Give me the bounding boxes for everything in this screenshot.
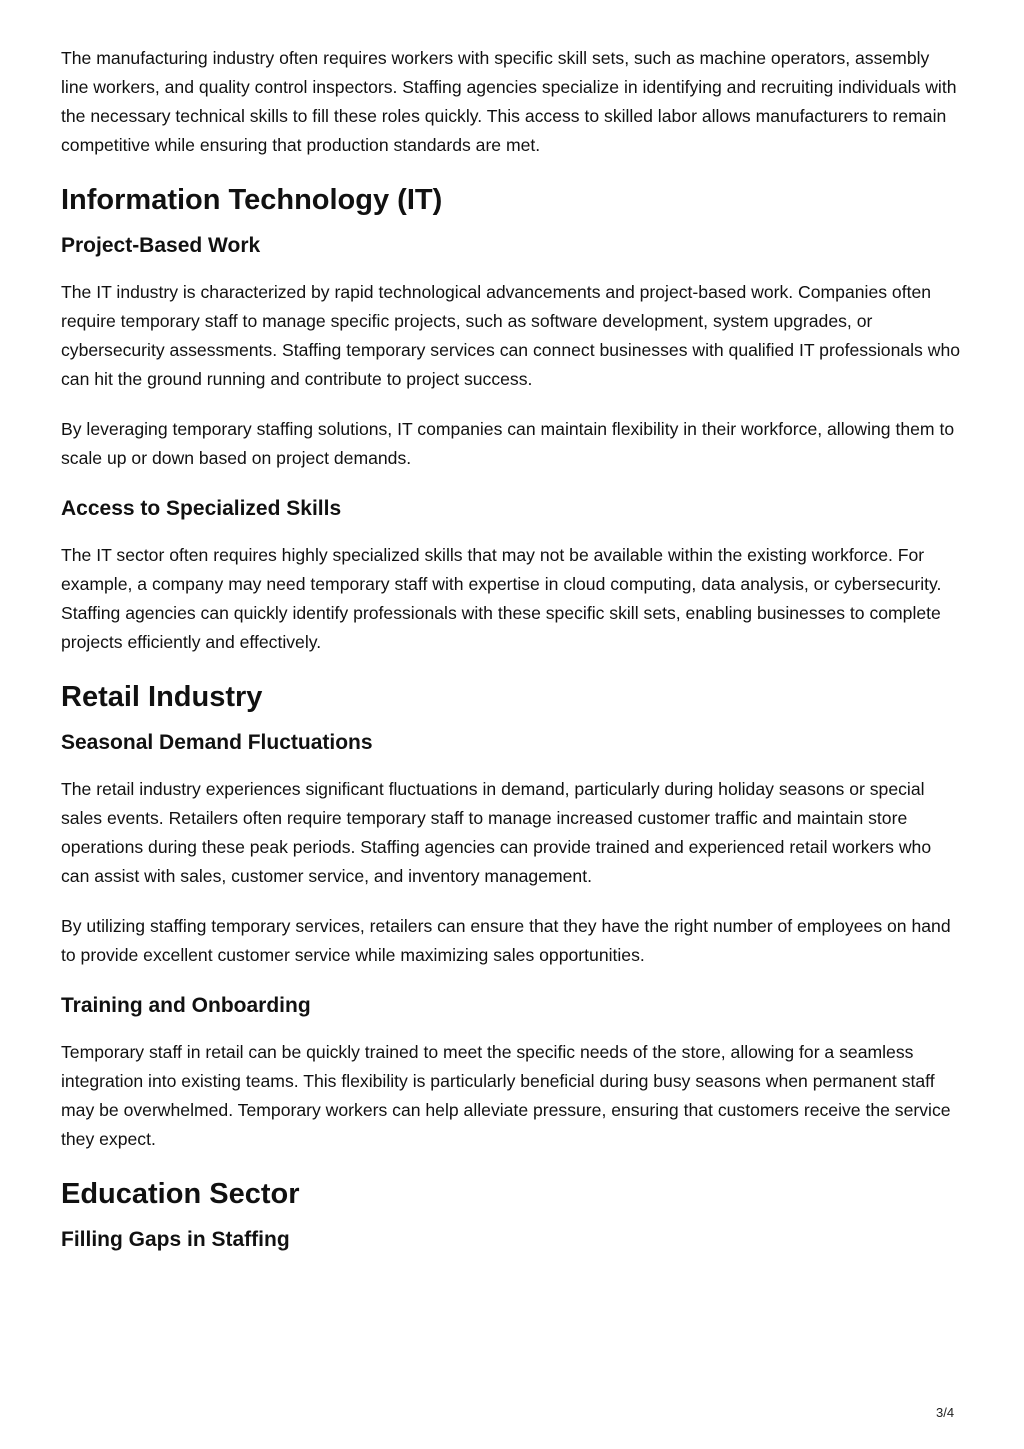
- section-heading-education: Education Sector: [61, 1178, 300, 1210]
- subsection-heading-project-based-work: Project-Based Work: [61, 234, 261, 257]
- section-heading-retail: Retail Industry: [61, 681, 263, 713]
- subsection-heading-specialized-skills: Access to Specialized Skills: [61, 497, 342, 520]
- paragraph: Temporary staff in retail can be quickly trained to meet the specific needs of the store, allowing for a seamless integration into existing teams. This flexibility is particularly beneficial during busy seasons when permanent staff may be overwhelmed. Temporary workers can help alleviate pressure, ensuring that customers receive the service they expect.: [61, 1042, 951, 1149]
- paragraph: By leveraging temporary staffing solutions, IT companies can maintain flexibility in their workforce, allowing them to scale up or down based on project demands.: [61, 419, 955, 468]
- paragraph: The retail industry experiences significant fluctuations in demand, particularly during holiday seasons or special sales events. Retailers often require temporary staff to manage increased customer traffic and maintain store operations during these peak periods. Staffing agencies can provide trained and experienced retail workers who can assist with sales, customer service, and inventory management.: [61, 779, 932, 886]
- section-heading-it: Information Technology (IT): [61, 184, 443, 216]
- paragraph: The IT industry is characterized by rapid technological advancements and project-based work. Companies often require temporary staff to manage specific projects, such as software development, system upgrades, or cybersecurity assessments. Staffing temporary services can connect businesses with qualified IT professionals who can hit the ground running and contribute to project success.: [61, 282, 961, 389]
- subsection-heading-seasonal-demand: Seasonal Demand Fluctuations: [61, 731, 373, 754]
- paragraph: By utilizing staffing temporary services, retailers can ensure that they have the right number of employees on hand to provide excellent customer service while maximizing sales opportunities.: [61, 916, 951, 965]
- document-page: [61, 44, 961, 1272]
- page-number: 3/4: [936, 1405, 955, 1420]
- intro-paragraph: The manufacturing industry often requires workers with specific skill sets, such as machine operators, assembly line workers, and quality control inspectors. Staffing agencies specialize in identifying and recruiting individuals with the necessary technical skills to fill these roles quickly. This access to skilled labor allows manufacturers to remain competitive while ensuring that production standards are met.: [61, 48, 957, 155]
- paragraph: The IT sector often requires highly specialized skills that may not be available within the existing workforce. For example, a company may need temporary staff with expertise in cloud computing, data analysis, or cybersecurity. Staffing agencies can quickly identify professionals with these specific skill sets, enabling businesses to complete projects efficiently and effectively.: [61, 545, 942, 652]
- subsection-heading-filling-gaps: Filling Gaps in Staffing: [61, 1228, 290, 1251]
- subsection-heading-training-onboarding: Training and Onboarding: [61, 994, 311, 1017]
